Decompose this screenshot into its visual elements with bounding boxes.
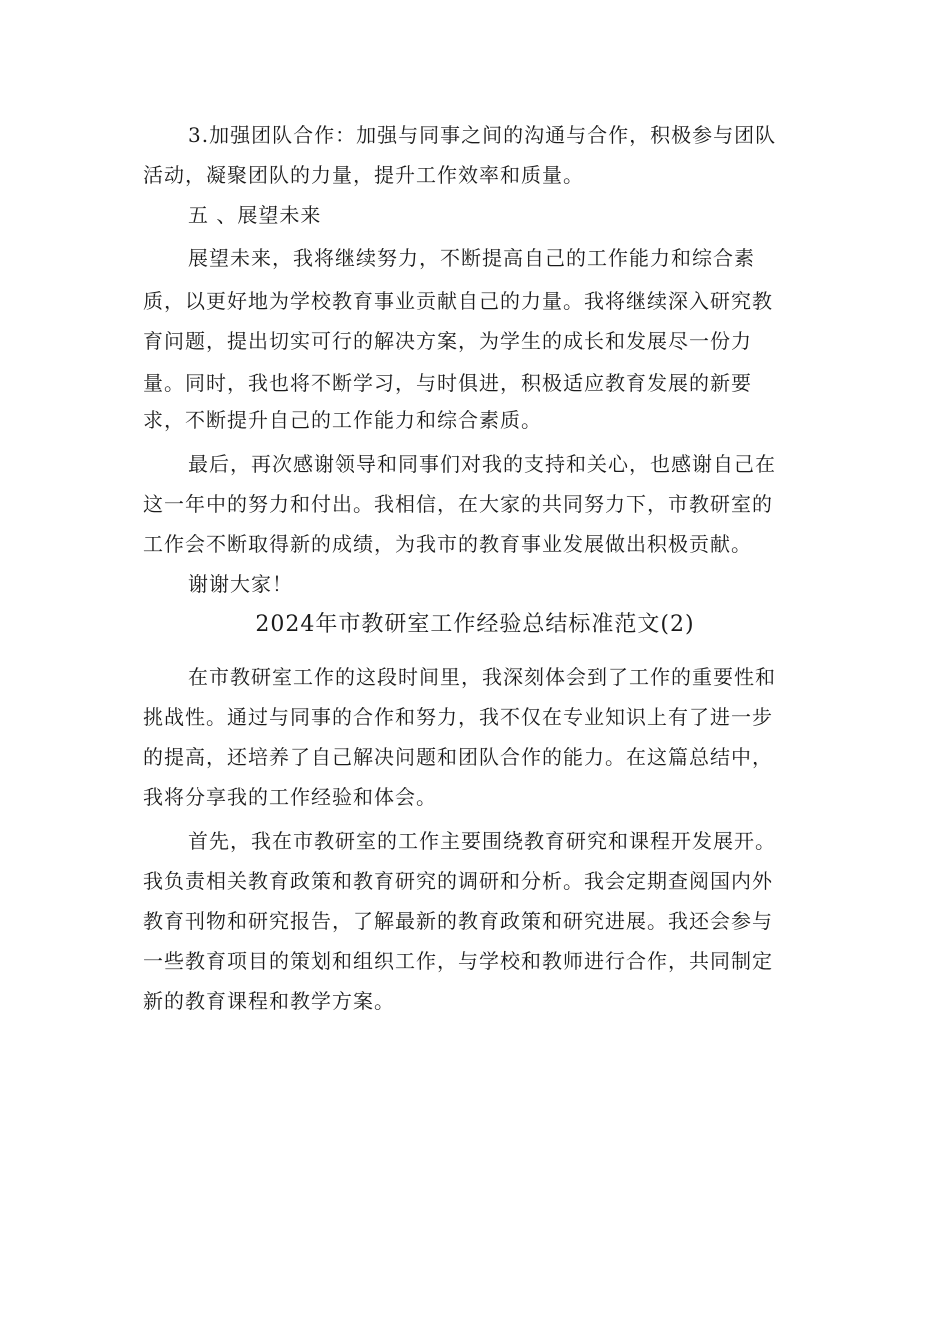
body-text-line: 一些教育项目的策划和组织工作，与学校和教师进行合作，共同制定: [143, 949, 773, 973]
closing-text: 谢谢大家！: [188, 572, 293, 596]
body-text-line: 求，不断提升自己的工作能力和综合素质。: [143, 408, 542, 432]
document-title: 2024年市教研室工作经验总结标准范文(2): [255, 612, 695, 637]
section-heading: 五 、展望未来: [188, 203, 322, 227]
body-text-line: 育问题，提出切实可行的解决方案，为学生的成长和发展尽一份力: [143, 329, 752, 353]
body-text-line: 量。同时，我也将不断学习，与时俱进，积极适应教育发展的新要: [143, 371, 752, 395]
body-text-line: 挑战性。通过与同事的合作和努力，我不仅在专业知识上有了进一步: [143, 705, 773, 729]
body-text-line: 首先，我在市教研室的工作主要围绕教育研究和课程开发展开。: [188, 829, 776, 853]
body-text-line: 我将分享我的工作经验和体会。: [143, 785, 437, 809]
body-text-line: 的提高，还培养了自己解决问题和团队合作的能力。在这篇总结中，: [143, 745, 773, 769]
body-text-line: 新的教育课程和教学方案。: [143, 989, 395, 1013]
body-text-line: 我负责相关教育政策和教育研究的调研和分析。我会定期查阅国内外: [143, 869, 773, 893]
body-text-line: 教育刊物和研究报告，了解最新的教育政策和研究进展。我还会参与: [143, 909, 773, 933]
body-text-line: 在市教研室工作的这段时间里，我深刻体会到了工作的重要性和: [188, 665, 776, 689]
body-text-line: 活动，凝聚团队的力量，提升工作效率和质量。: [143, 163, 584, 187]
body-text-line: 展望未来，我将继续努力，不断提高自己的工作能力和综合素: [188, 246, 755, 270]
body-text-line: 这一年中的努力和付出。我相信，在大家的共同努力下，市教研室的: [143, 492, 773, 516]
body-text-line: 工作会不断取得新的成绩，为我市的教育事业发展做出积极贡献。: [143, 532, 752, 556]
body-text-line: 3.加强团队合作：加强与同事之间的沟通与合作，积极参与团队: [188, 123, 777, 147]
body-text-line: 质，以更好地为学校教育事业贡献自己的力量。我将继续深入研究教: [143, 289, 773, 313]
body-text-line: 最后，再次感谢领导和同事们对我的支持和关心，也感谢自己在: [188, 452, 776, 476]
